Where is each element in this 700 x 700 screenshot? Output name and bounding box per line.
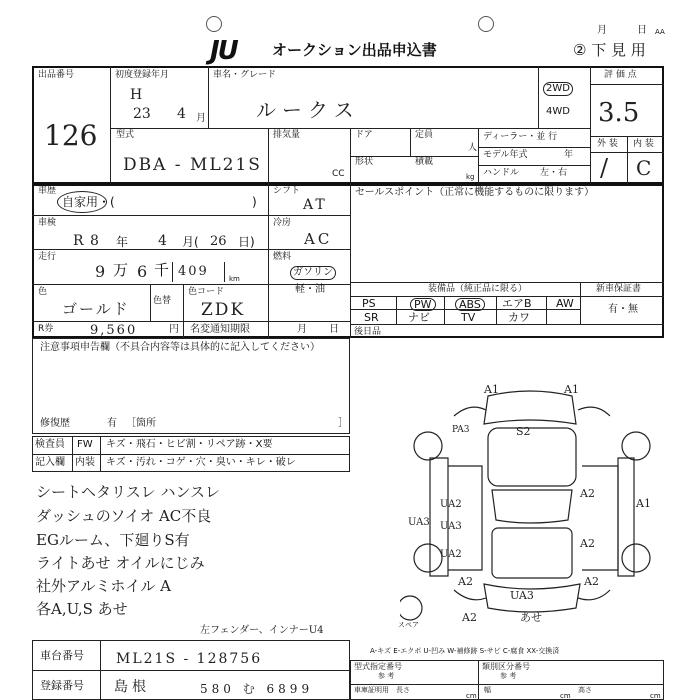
note-line-1: シートヘタリスレ ハンスレ xyxy=(36,483,221,501)
lot-no-label: 出品番号 xyxy=(38,70,75,80)
warranty-value: 有・無 xyxy=(608,304,638,315)
damage-mark: A2 xyxy=(584,575,599,588)
steering-label: ハンドル xyxy=(483,168,520,178)
damage-mark: UA3 xyxy=(408,517,430,528)
recycle-label: R券 xyxy=(38,324,54,334)
interior-check-label: 内装 xyxy=(75,457,95,468)
equip-pw[interactable]: PW xyxy=(410,298,436,311)
interior-items: キズ・汚れ・コゲ・穴・臭い・キレ・破レ xyxy=(106,457,296,468)
equip-aw[interactable]: AW xyxy=(556,297,574,310)
displacement-label: 排気量 xyxy=(273,130,301,140)
lot-no-value: 126 xyxy=(44,119,98,152)
recycle-value: 9,560 xyxy=(90,323,138,338)
dealer-label: ディーラー・並 行 xyxy=(483,132,558,142)
mileage-rest: 409 xyxy=(178,264,209,279)
shape-label: 形状 xyxy=(355,157,374,167)
chassis-label: 車台番号 xyxy=(40,649,84,662)
damage-mark: A2 xyxy=(580,487,595,500)
repair-label: 修復歴 xyxy=(40,418,70,429)
exterior-label: 外 装 xyxy=(597,139,618,149)
name-change-label: 名変通知期限 xyxy=(190,324,250,335)
model-label: 型式 xyxy=(116,130,135,140)
car-name-value: ルークス xyxy=(256,98,360,122)
binder-hole xyxy=(206,16,222,32)
usage-label: 車歴 xyxy=(38,186,57,196)
fuel-diesel[interactable]: 軽・油 xyxy=(295,284,325,295)
fuel-gas[interactable]: ガソリン xyxy=(290,266,336,280)
reg-number: 580 む 6899 xyxy=(200,682,314,696)
usage-close: ) xyxy=(252,195,257,209)
color-code-label: 色コード xyxy=(188,287,225,297)
inspection-era: R xyxy=(73,233,84,249)
person-unit: 人 xyxy=(468,143,478,153)
note-line-4: ライトあせ オイルにじみ xyxy=(36,554,205,572)
ref-1: 参 考 xyxy=(378,672,395,680)
damage-mark: A2 xyxy=(458,575,473,588)
yen-unit: 円 xyxy=(169,324,179,335)
score-label: 評 価 点 xyxy=(604,70,637,80)
usage-circle xyxy=(57,191,107,213)
chassis-value: ML21S - 128756 xyxy=(116,651,263,667)
usage-value: 自家用・( xyxy=(62,195,115,209)
equip-navi[interactable]: ナビ xyxy=(408,311,430,324)
damage-mark: S2 xyxy=(516,425,531,438)
equip-tv[interactable]: TV xyxy=(461,311,476,324)
type-label: 型式指定番号 xyxy=(354,662,402,671)
first-reg-year: 23 xyxy=(133,106,151,122)
color-label: 色 xyxy=(38,287,48,297)
fw-items: キズ・飛石・ヒビ割・リペア跡・X要 xyxy=(106,439,273,450)
shift-label: シフト xyxy=(273,186,301,196)
location-label: ［箇所 xyxy=(126,418,156,429)
spare-label: スペア xyxy=(398,621,419,629)
damage-mark: A2 xyxy=(580,537,595,550)
load-label: 積載 xyxy=(415,157,434,167)
km-unit: km xyxy=(229,275,240,283)
month-label: 月 xyxy=(597,25,607,36)
cm-unit: cm xyxy=(466,692,477,700)
kg-unit: kg xyxy=(466,173,475,181)
cc-unit: CC xyxy=(332,169,345,179)
copy-label: ② 下 見 用 xyxy=(573,41,646,59)
first-reg-label: 初度登録年月 xyxy=(115,70,170,80)
damage-mark: UA2 xyxy=(440,499,462,510)
aftermarket-label: 後日品 xyxy=(354,327,382,337)
ac-label: 冷房 xyxy=(273,218,292,228)
inspector-label: 検査員 xyxy=(35,439,65,450)
damage-mark: あせ xyxy=(520,611,542,624)
model-value: DBA - ML21S xyxy=(123,155,262,175)
cm-unit: cm xyxy=(650,692,661,700)
length-label: 長さ xyxy=(396,686,410,694)
drive-4wd[interactable]: 4WD xyxy=(546,106,570,117)
day-label: 日 xyxy=(637,25,647,36)
note-line-3: EGルーム、下廻りS有 xyxy=(36,531,190,549)
note-line-2: ダッシュのソイオ AC不良 xyxy=(36,507,212,525)
month-unit: 月 xyxy=(196,113,206,124)
car-name-label: 車名・グレード xyxy=(213,70,277,80)
color-value: ゴールド xyxy=(62,300,130,318)
mileage-man: 9 xyxy=(95,262,106,281)
equip-leather[interactable]: カワ xyxy=(508,311,530,324)
inspection-month-unit: 月( xyxy=(182,235,199,249)
equipment-label: 装備品（純正品に限る） xyxy=(428,284,528,294)
damage-mark: UA2 xyxy=(440,549,462,560)
equip-ps[interactable]: PS xyxy=(362,297,376,310)
damage-mark: A1 xyxy=(484,383,499,396)
door-label: ドア xyxy=(355,130,373,140)
ref-2: 参 考 xyxy=(500,672,517,680)
reg-label: 登録番号 xyxy=(40,679,84,692)
mileage-label: 走行 xyxy=(38,252,57,262)
height-label: 高さ xyxy=(578,686,592,694)
reg-region: 島根 xyxy=(114,679,150,695)
first-reg-era: H xyxy=(130,87,143,103)
steering-value: 左・右 xyxy=(540,168,568,178)
ju-logo: JU xyxy=(210,36,237,66)
inspection-day: 26 xyxy=(210,234,227,249)
repair-value: 有 xyxy=(107,418,117,429)
damage-mark: UA3 xyxy=(510,589,534,602)
width-label: 幅 xyxy=(484,686,491,694)
inspection-month: 4 xyxy=(158,233,167,249)
year-unit: 年 xyxy=(564,150,574,160)
man-unit: 万 xyxy=(113,261,129,279)
note-line-5: 社外アルミホイル A xyxy=(36,577,172,595)
location-close: ］ xyxy=(338,418,348,429)
cert-label: 車庫証明用 xyxy=(354,686,389,694)
form-title: オークション出品申込書 xyxy=(272,41,437,59)
inspection-label: 車検 xyxy=(38,218,57,228)
equip-abs[interactable]: ABS xyxy=(455,298,485,311)
exterior-grade: / xyxy=(600,154,609,182)
cm-unit: cm xyxy=(560,692,571,700)
inspection-day-unit: 日) xyxy=(238,235,255,249)
damage-mark: A2 xyxy=(462,611,477,624)
damage-mark: PA3 xyxy=(452,425,470,435)
inspection-year: 8 xyxy=(90,233,99,249)
equip-sr[interactable]: SR xyxy=(364,311,379,324)
sales-point-label: セールスポイント（正常に機能するものに限ります） xyxy=(355,187,595,198)
fw-label: FW xyxy=(77,439,93,450)
damage-legend: A-キズ E-エクボ U-凹み W-補修跡 S-サビ C-腐食 XX-交換済 xyxy=(370,647,560,655)
name-change-month: 月 xyxy=(297,324,307,335)
capacity-label: 定員 xyxy=(415,130,434,140)
damage-mark: A1 xyxy=(636,497,651,510)
shift-value: AT xyxy=(303,197,328,213)
note-line-6: 各A,U,S あせ xyxy=(36,600,128,618)
entry-label: 記入欄 xyxy=(35,457,65,468)
color-change-label: 色替 xyxy=(153,296,172,306)
damage-mark: UA3 xyxy=(440,521,462,532)
fender-note: 左フェンダー、インナーU4 xyxy=(200,625,324,636)
inspection-year-unit: 年 xyxy=(116,235,129,249)
damage-mark: A1 xyxy=(564,383,579,396)
score-value: 3.5 xyxy=(598,98,640,128)
warranty-label: 新車保証書 xyxy=(596,284,642,294)
sen-unit: 千 xyxy=(154,261,170,279)
drive-2wd[interactable]: 2WD xyxy=(543,82,573,96)
first-reg-month: 4 xyxy=(177,106,186,122)
interior-label: 内 装 xyxy=(633,139,654,149)
color-code-value: ZDK xyxy=(201,300,246,320)
fuel-label: 燃料 xyxy=(273,252,292,262)
equip-airbag[interactable]: エアB xyxy=(502,297,532,310)
name-change-day: 日 xyxy=(329,324,339,335)
ac-value: AC xyxy=(304,230,333,248)
aa-label: AA xyxy=(655,28,665,36)
class-label: 類別区分番号 xyxy=(482,662,530,671)
interior-grade: C xyxy=(636,156,652,180)
declaration-label: 注意事項申告欄（不具合内容等は具体的に記入してください） xyxy=(40,342,320,353)
binder-hole xyxy=(478,16,494,32)
model-year-label: モデル年式 xyxy=(483,150,528,160)
mileage-sen: 6 xyxy=(137,262,148,281)
